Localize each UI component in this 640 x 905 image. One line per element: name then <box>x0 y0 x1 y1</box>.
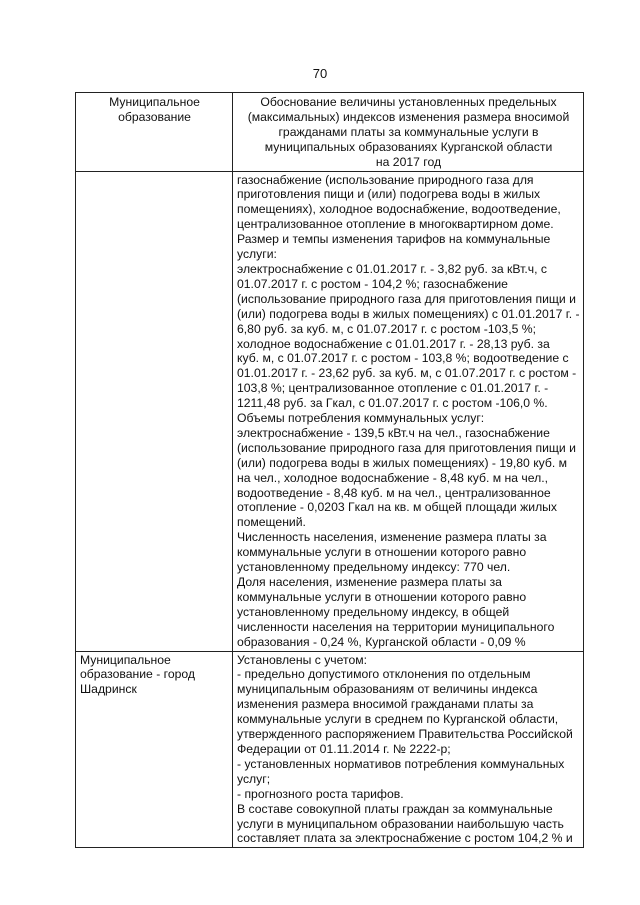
header-justification <box>233 93 584 172</box>
text-line: муниципальных образованиях Курганской области <box>264 139 553 154</box>
text-line: изменения размера вносимой гражданами платы за <box>237 697 534 712</box>
text-line: услуги: <box>237 247 277 262</box>
text-line: на чел., холодное водоснабжение - 8,48 куб. м на чел., <box>237 470 548 485</box>
text-line: образования - 0,24 %, Курганской области - 0,09 % <box>237 634 526 649</box>
header-municipality <box>76 93 233 172</box>
text-line: услуги в муниципальном образовании наибольшую часть <box>237 816 564 831</box>
text-line: численности населения на территории муниципального <box>237 619 555 634</box>
text-line: электроснабжение с 01.01.2017 г. - 3,82 руб. за кВт.ч, с <box>237 261 547 276</box>
text-line: коммунальные услуги в отношении которого равно <box>237 589 527 604</box>
row-justification-text <box>233 651 584 848</box>
text-line: водоотведение - 8,48 куб. м на чел., централизованное <box>237 485 551 500</box>
text-line: Муниципальное <box>80 652 171 667</box>
text-line: Федерации от 01.11.2014 г. № 2222-р; <box>237 741 451 756</box>
text-line: - установленных нормативов потребления коммунальных <box>237 756 565 771</box>
text-line: установленному предельному индексу: 770 чел. <box>237 560 511 575</box>
text-line: Муниципальное <box>109 95 200 109</box>
text-line: Доля населения, изменение размера платы за <box>237 575 502 589</box>
text-line: - предельно допустимого отклонения по отдельным <box>237 667 531 682</box>
text-line: (максимальных) индексов изменения размера вносимой <box>247 109 570 124</box>
text-line: муниципальным образованиям от величины индекса <box>237 682 538 697</box>
text-line: (использование природного газа для приготовления пищи и <box>237 291 576 306</box>
text-line: 1211,48 руб. за Гкал, с 01.07.2017 г. с ростом -106,0 %. <box>237 396 548 411</box>
text-line: централизованное отопление в многоквартирном доме. <box>237 217 554 232</box>
tariff-justification-table <box>75 92 584 848</box>
text-line: (или) подогрева воды в жилых помещениях) - 19,80 куб. м <box>237 455 568 470</box>
text-line: Численность населения, изменение размера платы за <box>237 530 547 545</box>
text-line: утвержденного распоряжением Правительства Российской <box>237 727 573 742</box>
text-line: Обоснование величины установленных предельных <box>260 95 557 109</box>
text-line: услуг; <box>237 771 271 786</box>
text-line: образование <box>118 109 191 124</box>
text-line: коммунальные услуги в отношении которого равно <box>237 545 527 560</box>
text-line: отопление - 0,0203 Гкал на кв. м общей площади жилых <box>237 500 558 515</box>
text-line: Установлены с учетом: <box>237 652 367 667</box>
text-line: - прогнозного роста тарифов. <box>237 786 404 801</box>
text-line: 01.01.2017 г. - 23,62 руб. за куб. м, с 01.07.2017 г. с ростом - <box>237 366 577 381</box>
table-header-row <box>76 93 584 172</box>
text-line: на 2017 год <box>375 154 442 169</box>
text-line: приготовления пищи и (или) подогрева воды в жилых <box>237 187 541 202</box>
text-line: Объемы потребления коммунальных услуг: <box>237 411 485 426</box>
text-line: холодное водоснабжение с 01.01.2017 г. - 28,13 руб. за <box>237 336 550 351</box>
text-line: помещений. <box>237 515 306 530</box>
text-line: 6,80 руб. за куб. м, с 01.07.2017 г. с ростом -103,5 %; <box>237 321 536 336</box>
table-row <box>76 171 584 651</box>
text-line: помещениях), холодное водоснабжение, водоотведение, <box>237 202 561 217</box>
table-row <box>76 651 584 848</box>
text-line: установленному предельному индексу, в общей <box>237 604 510 619</box>
text-line: 103,8 %; централизованное отопление с 01.01.2017 г. - <box>237 381 549 396</box>
text-line: В составе совокупной платы граждан за коммунальные <box>237 801 553 816</box>
row-municipality <box>76 171 233 651</box>
text-line: Размер и темпы изменения тарифов на коммунальные <box>237 232 551 247</box>
text-line: (или) подогрева воды в жилых помещениях) с 01.01.2017 г. - <box>237 306 580 321</box>
page-number: 70 <box>312 66 328 81</box>
text-line: Шадринск <box>80 682 137 697</box>
text-line: (использование природного газа для приготовления пищи и <box>237 440 576 455</box>
text-line: электроснабжение - 139,5 кВт.ч на чел., газоснабжение <box>237 425 550 440</box>
text-line: газоснабжение (использование природного газа для <box>237 172 534 187</box>
text-line: коммунальные услуги в среднем по Курганской области, <box>237 712 559 727</box>
text-line: составляет плата за электроснабжение с ростом 104,2 % и <box>237 831 573 846</box>
row-justification-text <box>233 171 584 651</box>
text-line: образование - город <box>80 667 196 682</box>
text-line: куб. м, с 01.07.2017 г. с ростом - 103,8 %; водоотведение с <box>237 351 569 366</box>
text-line: гражданами платы за коммунальные услуги в <box>278 124 539 139</box>
text-line: 01.07.2017 г. с ростом - 104,2 %; газоснабжение <box>237 276 508 291</box>
row-municipality-shadrinsk <box>76 651 233 848</box>
